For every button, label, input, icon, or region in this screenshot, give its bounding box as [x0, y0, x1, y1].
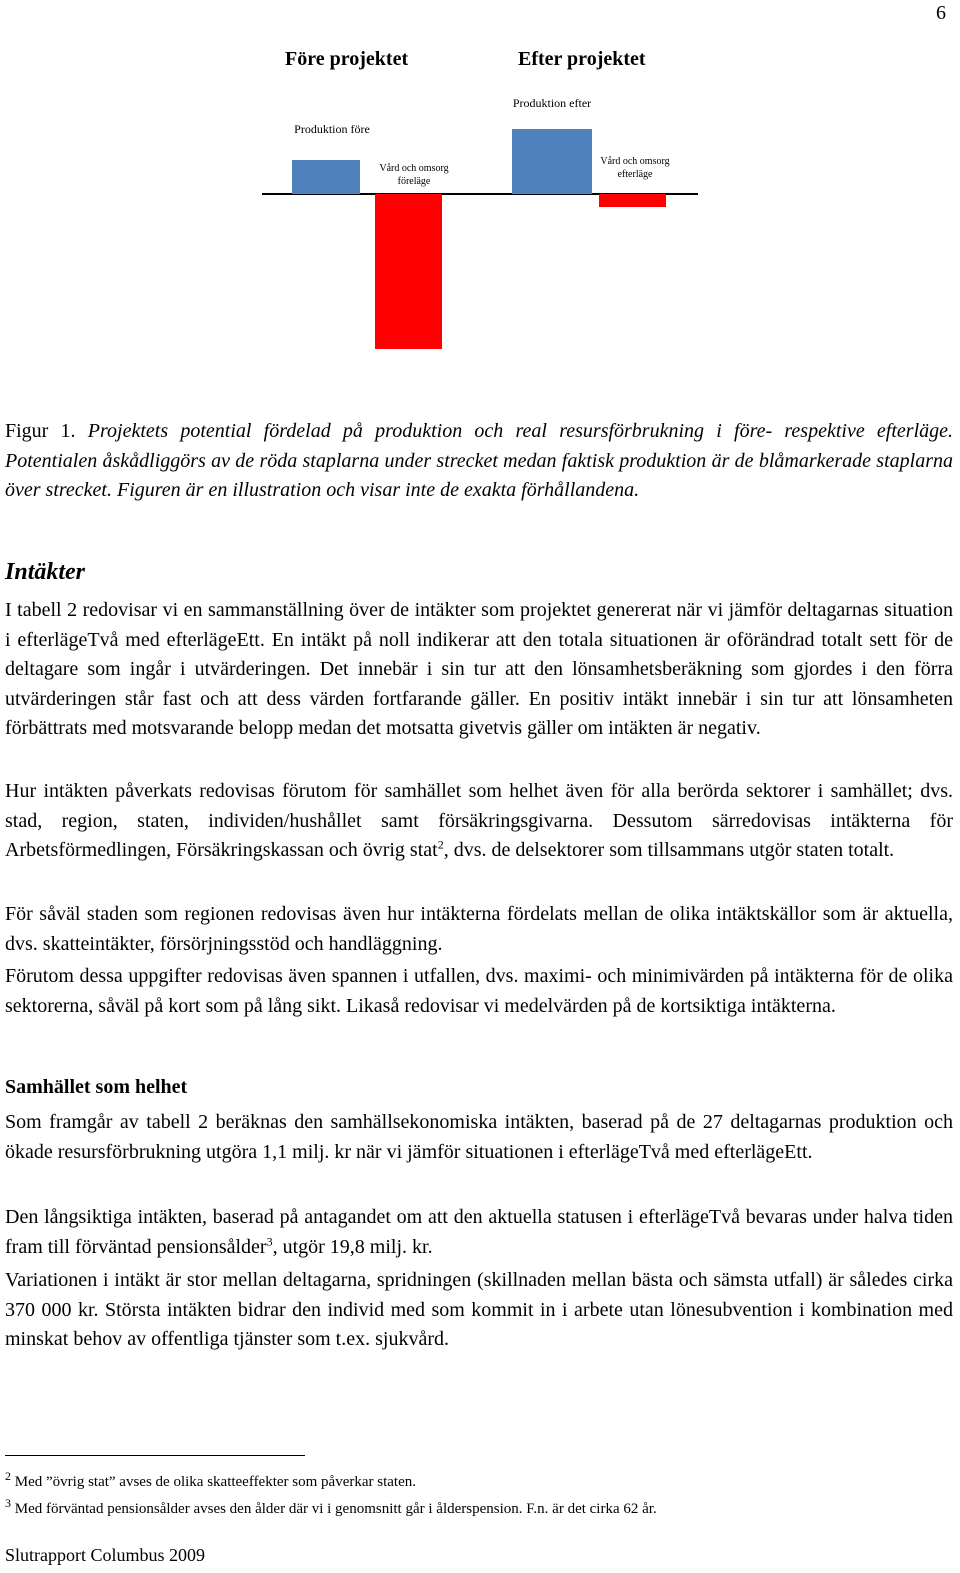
bar-label-care-before: Vård och omsorg föreläge — [379, 163, 449, 187]
footnote-ref: 2 — [437, 837, 444, 852]
section-heading-samhallet: Samhället som helhet — [5, 1076, 188, 1098]
paragraph-text: Hur intäkten påverkats redovisas förutom för samhället som helhet även för alla berörda sektorer i samhället; dvs. stad, region, staten, individen/hushållet samt försäkringsgivarna. Dessutom särredovisas intäkterna för Arbetsförmedlingen, Försäkringskassan och övrig stat — [5, 780, 953, 861]
footnote-number: 3 — [5, 1496, 11, 1510]
footnote-2 — [5, 1469, 416, 1491]
bar-care-before — [375, 194, 442, 349]
bar-label-production-before: Produktion före — [294, 122, 370, 136]
section-heading-intakter: Intäkter — [5, 559, 86, 585]
chart-title-after: Efter projektet — [518, 48, 646, 70]
paragraph-text: , utgör 19,8 milj. kr. — [272, 1235, 433, 1258]
paragraph: I tabell 2 redovisar vi en sammanställning över de intäkter som projektet genererat när vi jämför deltagarnas situation i efterlägeTvå med efterlägeEtt. En intäkt på noll indikerar att den totala situationen är oförändrad totalt sett för de deltagare som ingår i utvärderingen. Det innebär i sin tur att den lönsamhetsberäkning som gjordes i den förra utvärderingen står fast och att dess värden fortfarande gäller. En positiv intäkt innebär i sin tur att lönsamheten förbättrats med motsvarande belopp medan det motsatta givetvis gäller om intäkten är negativ. — [5, 599, 953, 739]
paragraph-text: Den långsiktiga intäkten, baserad på antagandet om att den aktuella statusen i efterlägeTvå bevaras under halva tiden fram till förväntad pensionsålder — [5, 1206, 953, 1258]
figure-caption — [5, 417, 953, 506]
paragraph — [5, 777, 953, 866]
bar-care-after — [599, 194, 666, 207]
footnote-number: 2 — [5, 1469, 11, 1483]
bar-label-production-after: Produktion efter — [512, 96, 592, 110]
paragraph: Som framgår av tabell 2 beräknas den samhällsekonomiska intäkten, baserad på de 27 deltagarnas produktion och ökade resursförbrukning utgöra 1,1 milj. kr när vi jämför situationen i efterlägeTvå med efterlägeEtt. — [5, 1111, 953, 1163]
paragraph — [5, 1203, 953, 1262]
bar-production-after — [512, 129, 592, 194]
caption-text: Projektets potential fördelad på produktion och real resursförbrukning i före- respektive efterläge. Potentialen åskådliggörs av de röda staplarna under strecket medan faktisk produktion är de blåmarkerade staplarna över strecket. Figuren är en illustration och visar inte de exakta förhållandena. — [5, 420, 954, 501]
page-number: 6 — [936, 2, 946, 24]
paragraph: För såväl staden som regionen redovisas även hur intäkterna fördelats mellan de olika intäktskällor som är aktuella, dvs. skatteintäkter, försörjningsstöd och handläggning. — [5, 903, 953, 955]
footnote-text: Med ”övrig stat” avses de olika skatteeffekter som påverkar staten. — [14, 1474, 416, 1490]
bar-production-before — [292, 160, 360, 194]
caption-label: Figur 1. — [5, 420, 76, 442]
bar-label-care-after: Vård och omsorg efterläge — [600, 156, 670, 180]
chart-title-before: Före projektet — [285, 48, 409, 70]
paragraph-text: , dvs. de delsektorer som tillsammans utgör staten totalt. — [443, 839, 895, 861]
footnote-ref: 3 — [266, 1233, 273, 1248]
paragraph: Förutom dessa uppgifter redovisas även spannen i utfallen, dvs. maximi- och minimivärden på intäkterna för de olika sektorerna, såväl på kort som på lång sikt. Likaså redovisar vi medelvärden på de kortsiktiga intäkterna. — [5, 965, 953, 1017]
paragraph: Variationen i intäkt är stor mellan deltagarna, spridningen (skillnaden mellan bästa och sämsta utfall) är således cirka 370 000 kr. Största intäkten bidrar den individ med som kommit in i arbete utan lönesubvention i kombination med minskat behov av offentliga tjänster som t.ex. sjukvård. — [5, 1269, 953, 1350]
footnote-text: Med förväntad pensionsålder avses den ålder där vi i genomsnitt går i ålderspension. F.n. är det cirka 62 år. — [14, 1501, 657, 1517]
page-footer: Slutrapport Columbus 2009 — [5, 1545, 206, 1565]
footnote-3 — [5, 1496, 657, 1518]
footnote-divider — [5, 1455, 305, 1456]
